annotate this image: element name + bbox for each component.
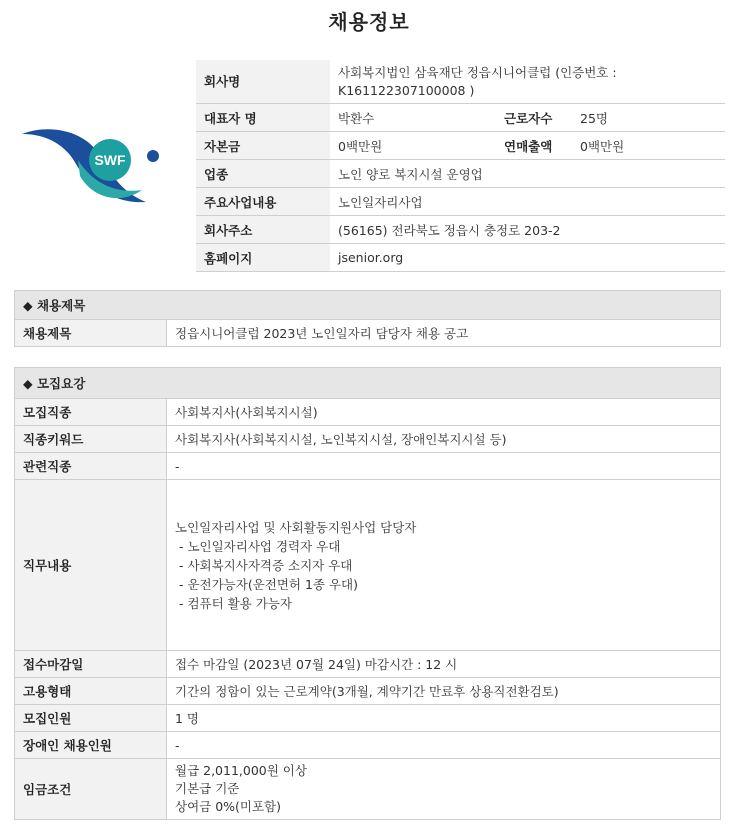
job-value: 사회복지사(사회복지시설)	[167, 399, 721, 426]
homepage-label: 홈페이지	[196, 244, 330, 272]
company-logo	[18, 120, 168, 210]
logo-dot	[147, 150, 159, 162]
related-value: -	[167, 453, 721, 480]
workers-label: 근로자수	[496, 104, 572, 132]
keyword-value: 사회복지사(사회복지시설, 노인복지시설, 장애인복지시설 등)	[167, 426, 721, 453]
duty-label: 직무내용	[15, 480, 167, 651]
wage-label: 임금조건	[15, 759, 167, 820]
ceo-label: 대표자 명	[196, 104, 330, 132]
keyword-label: 직종키워드	[15, 426, 167, 453]
sales-value: 0백만원	[572, 132, 725, 160]
recruit-title-header: ◆ 채용제목	[15, 291, 721, 320]
deadline-label: 접수마감일	[15, 651, 167, 678]
recruit-title-section	[14, 290, 721, 347]
business-label: 주요사업내용	[196, 188, 330, 216]
wage-line: 월급 2,011,000원 이상	[175, 763, 307, 778]
recruit-title-value: 정읍시니어클럽 2023년 노인일자리 담당자 채용 공고	[167, 320, 721, 347]
industry-value: 노인 양로 복지시설 운영업	[330, 160, 725, 188]
company-name-label: 회사명	[196, 60, 330, 104]
recruit-title-label: 채용제목	[15, 320, 167, 347]
workers-value: 25명	[572, 104, 725, 132]
company-name-value: 사회복지법인 삼육재단 정읍시니어클럽 (인증번호 : K161122307100008 )	[330, 60, 725, 104]
disabled-headcount-value: -	[167, 732, 721, 759]
duty-line: - 사회복지사자격증 소지자 우대	[175, 557, 353, 573]
wage-content	[167, 759, 721, 820]
headcount-value: 1 명	[167, 705, 721, 732]
deadline-value: 접수 마감일 (2023년 07월 24일) 마감시간 : 12 시	[167, 651, 721, 678]
headcount-label: 모집인원	[15, 705, 167, 732]
address-value: (56165) 전라북도 정읍시 충정로 203-2	[330, 216, 725, 244]
recruit-requirements-section	[14, 367, 721, 820]
wage-line: 상여금 0%(미포함)	[175, 799, 282, 814]
duty-line: - 노인일자리사업 경력자 우대	[175, 538, 341, 554]
disabled-headcount-label: 장애인 채용인원	[15, 732, 167, 759]
logo-text: SWF	[94, 152, 126, 168]
employment-type-label: 고용형태	[15, 678, 167, 705]
sales-label: 연매출액	[496, 132, 572, 160]
address-label: 회사주소	[196, 216, 330, 244]
requirements-header: ◆ 모집요강	[15, 368, 721, 399]
homepage-link[interactable]: jsenior.org	[330, 244, 725, 272]
company-info-table	[196, 60, 725, 272]
employment-type-value: 기간의 정함이 있는 근로계약(3개월, 계약기간 만료후 상용직전환검토)	[167, 678, 721, 705]
capital-value: 0백만원	[330, 132, 496, 160]
ceo-value: 박환수	[330, 104, 496, 132]
duty-line: 노인일자리사업 및 사회활동지원사업 담당자	[175, 519, 417, 535]
duty-line: - 컴퓨터 활용 가능자	[175, 595, 293, 611]
industry-label: 업종	[196, 160, 330, 188]
business-value: 노인일자리사업	[330, 188, 725, 216]
job-label: 모집직종	[15, 399, 167, 426]
related-label: 관련직종	[15, 453, 167, 480]
page-title: 채용정보	[328, 10, 410, 34]
duty-line: - 운전가능자(운전면허 1종 우대)	[175, 576, 359, 592]
duty-content	[167, 480, 721, 651]
capital-label: 자본금	[196, 132, 330, 160]
wage-line: 기본급 기준	[175, 781, 240, 796]
